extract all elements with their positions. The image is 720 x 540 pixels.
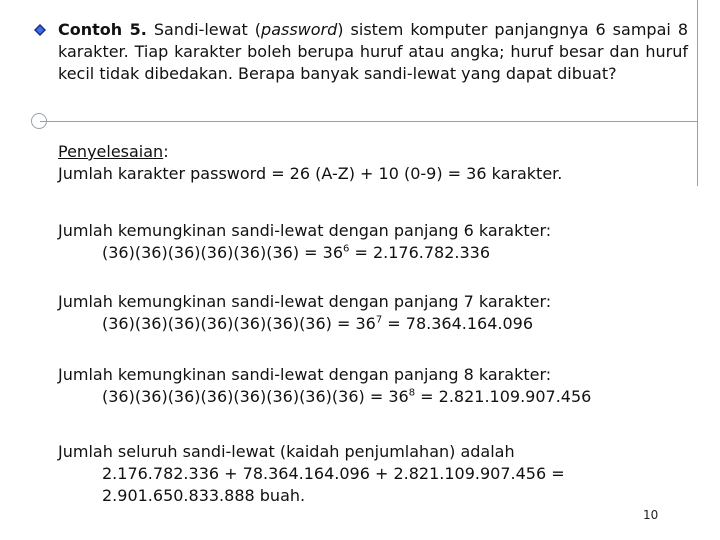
- solution-line1: Jumlah karakter password = 26 (A-Z) + 10 (0-9) = 36 karakter.: [58, 164, 563, 183]
- solution-heading-colon: :: [163, 142, 169, 161]
- case8-product: (36)(36)(36)(36)(36)(36)(36)(36) = 36: [102, 387, 409, 406]
- example-label: Contoh 5.: [58, 20, 147, 39]
- total-line2: 2.901.650.833.888 buah.: [102, 486, 306, 505]
- case7-exponent: 7: [375, 314, 383, 326]
- case6-result: = 2.176.782.336: [349, 243, 491, 262]
- case7-intro: Jumlah kemungkinan sandi-lewat dengan panjang 7 karakter:: [58, 292, 552, 311]
- solution-heading: Penyelesaian: [58, 142, 164, 161]
- diamond-bullet-icon: [34, 24, 46, 36]
- case8-formula: [58, 386, 591, 408]
- problem-statement: [58, 19, 688, 85]
- problem-text-part2: ) sistem komputer panjangnya 6 sampai 8 karakter. Tiap karakter boleh berupa huruf atau angka; huruf besar dan huruf kecil tidak dibedakan. Berapa banyak sandi-lewat yang dapat dibuat?: [58, 20, 689, 83]
- page-number: 10: [643, 508, 659, 522]
- case6-product: (36)(36)(36)(36)(36)(36) = 36: [102, 243, 343, 262]
- problem-italic-word: password: [261, 20, 338, 39]
- decorative-circle: [31, 113, 47, 129]
- solution-block: [58, 141, 562, 185]
- case-length-7: [58, 291, 551, 335]
- case7-formula: [58, 313, 551, 335]
- case8-intro: Jumlah kemungkinan sandi-lewat dengan panjang 8 karakter:: [58, 365, 552, 384]
- total-block: [58, 441, 565, 507]
- problem-text-part1: Sandi-lewat (: [146, 20, 262, 39]
- decorative-horizontal-rule: [40, 121, 698, 122]
- case7-product: (36)(36)(36)(36)(36)(36)(36) = 36: [102, 314, 376, 333]
- case8-result: = 2.821.109.907.456: [415, 387, 592, 406]
- decorative-vertical-rule: [697, 0, 698, 186]
- case-length-6: [58, 220, 551, 264]
- case7-result: = 78.364.164.096: [382, 314, 534, 333]
- case6-formula: [58, 242, 551, 264]
- case8-exponent: 8: [408, 387, 416, 399]
- case6-intro: Jumlah kemungkinan sandi-lewat dengan panjang 6 karakter:: [58, 221, 552, 240]
- case-length-8: [58, 364, 591, 408]
- total-intro: Jumlah seluruh sandi-lewat (kaidah penjumlahan) adalah: [58, 442, 515, 461]
- case6-exponent: 6: [343, 243, 350, 255]
- total-line1: 2.176.782.336 + 78.364.164.096 + 2.821.109.907.456 =: [102, 464, 565, 483]
